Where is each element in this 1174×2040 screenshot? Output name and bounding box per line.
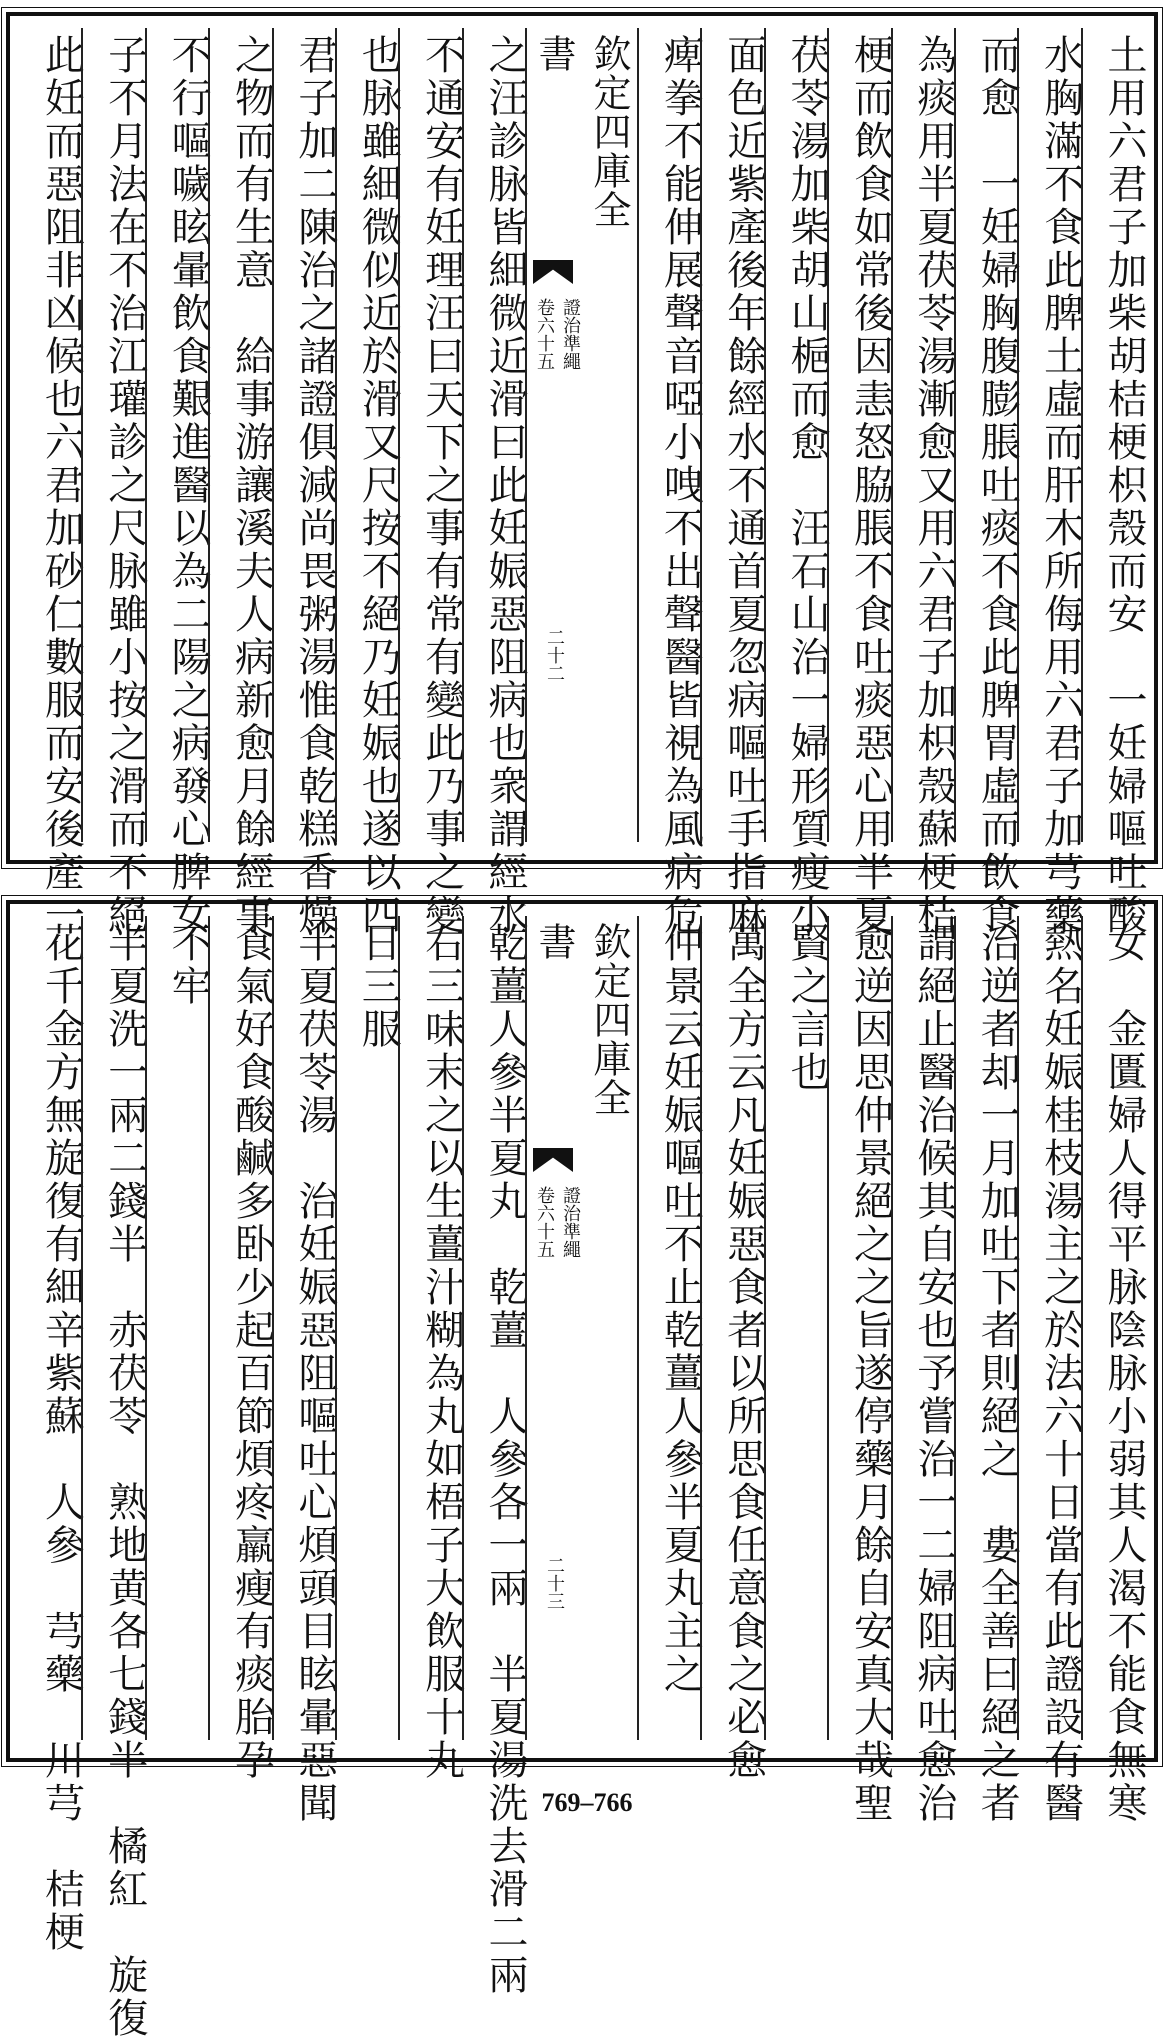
text-column: 花千金方無旋復有細辛紫蘇 人參 芎藥 川芎 桔梗	[38, 922, 85, 1954]
fishtail-mark-icon	[533, 1148, 573, 1172]
chapter-reference	[531, 298, 583, 370]
text-column: 面色近紫產後年餘經水不通首夏忽病嘔吐手指麻	[700, 28, 763, 842]
text-column: 子不月法在不治江瓘診之尺脉雖小按之滑而不絕	[81, 28, 144, 842]
leaf-number: 二十二	[544, 628, 565, 682]
book-title: 欽定四庫全書	[532, 34, 631, 229]
text-column: 不通安有妊理汪曰天下之事有常有變此乃事之變	[398, 28, 461, 842]
volume-number: 卷六十五	[534, 298, 555, 370]
chapter-reference	[531, 1186, 583, 1258]
text-column: 梗而飲食如常後因恚怒脇脹不食吐痰惡心用半夏	[827, 28, 890, 842]
text-column: 土用六君子加柴胡桔梗枳殼而安 一妊婦嘔吐酸	[1081, 28, 1144, 842]
text-column: 半夏茯苓湯 治妊娠惡阻嘔吐心煩頭目眩暈惡聞	[272, 916, 335, 1740]
text-column: 乾薑人參半夏丸 乾薑 人參各一兩 半夏湯洗去滑二兩	[462, 916, 525, 1740]
text-column: 仲景云妊娠嘔吐不止乾薑人參半夏丸主之	[637, 916, 700, 1740]
volume-number: 卷六十五	[534, 1186, 555, 1258]
center-fold	[525, 28, 637, 842]
top-columns	[20, 28, 1147, 937]
center-fold	[525, 916, 637, 1740]
book-title: 欽定四庫全書	[532, 922, 631, 1117]
text-column: 食氣好食酸鹹多卧少起百節煩疼羸瘦有痰胎孕	[208, 916, 271, 1740]
text-column: 此妊而惡阻非凶候也六君加砂仁數服而安後產一	[38, 34, 85, 937]
page-number-footer: 769–766	[541, 1788, 633, 1817]
text-column: 賢之言也	[764, 916, 827, 1740]
text-column: 女 金匱婦人得平脉陰脉小弱其人渴不能食無寒	[1081, 916, 1144, 1740]
fishtail-mark-icon	[533, 260, 573, 284]
text-column: 謂絕止醫治候其自安也予嘗治一二婦阻病吐愈治	[891, 916, 954, 1740]
book-name: 證治準繩	[560, 1186, 581, 1258]
text-column: 萬全方云凡妊娠惡食者以所思食任意食之必愈	[700, 916, 763, 1740]
text-column: 右三味末之以生薑汁糊為丸如梧子大飲服十丸	[398, 916, 461, 1740]
text-column: 治逆者却一月加吐下者則絕之 婁全善曰絕之者	[954, 916, 1017, 1740]
top-page	[6, 12, 1158, 937]
text-column: 半夏洗一兩二錢半 赤茯苓 熟地黄各七錢半 橘紅 旋復	[81, 916, 144, 1740]
leaf-number: 二十三	[544, 1556, 565, 1610]
text-column: 不牢	[145, 916, 208, 1740]
text-column: 而愈 一妊婦胸腹膨脹吐痰不食此脾胃虛而飲食	[954, 28, 1017, 842]
text-column: 茯苓湯加柴胡山梔而愈 汪石山治一婦形質瘦小	[764, 28, 827, 842]
text-column: 為痰用半夏茯苓湯漸愈又用六君子加枳殼蘇梗桔	[891, 28, 954, 842]
text-column: 也脉雖細微似近於滑又尺按不絕乃妊娠也遂以四	[335, 28, 398, 842]
text-column: 君子加二陳治之諸證俱減尚畏粥湯惟食乾糕香燥	[272, 28, 335, 842]
text-column: 痺拳不能伸展聲音啞小㖂不出聲醫皆視為風病危	[637, 28, 700, 842]
text-column: 之物而有生意 給事游讓溪夫人病新愈月餘經事	[208, 28, 271, 842]
text-column: 愈逆因思仲景絕之之旨遂停藥月餘自安真大哉聖	[827, 916, 890, 1740]
text-column: 日三服	[335, 916, 398, 1740]
text-column: 之汪診脉皆細微近滑曰此妊娠惡阻病也衆謂經水	[462, 28, 525, 842]
text-column: 熱名妊娠桂枝湯主之於法六十日當有此證設有醫	[1017, 916, 1080, 1740]
text-column: 水胸滿不食此脾土虛而肝木所侮用六君子加芎藥	[1017, 28, 1080, 842]
book-name: 證治準繩	[560, 298, 581, 370]
text-column: 不行嘔噦眩暈飲食艱進醫以為二陽之病發心脾女	[145, 28, 208, 842]
